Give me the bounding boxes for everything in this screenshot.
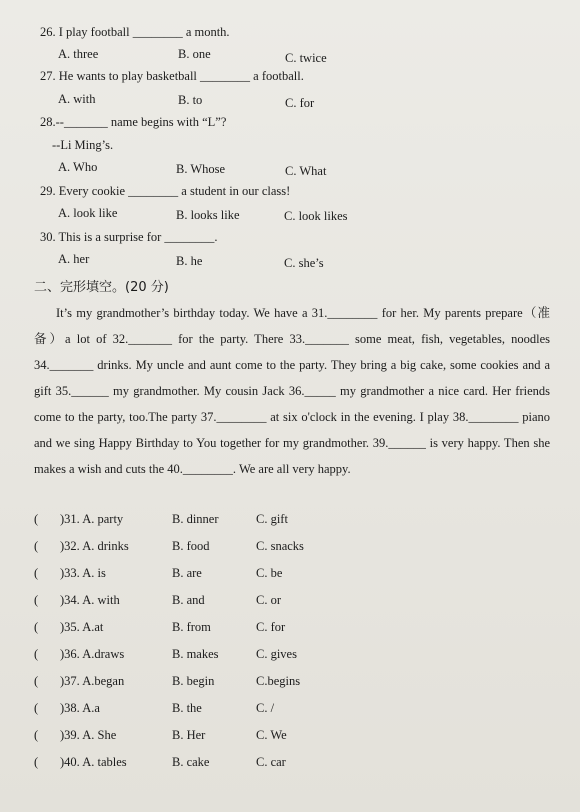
question-29-option-b: B. looks like xyxy=(176,208,240,222)
cloze-item-37: ( )37. A.began B. begin C.begins xyxy=(34,674,301,688)
question-28-stem: 28.--_______ name begins with “L”? xyxy=(40,115,227,129)
answer-bracket[interactable]: ( xyxy=(34,728,39,742)
answer-bracket[interactable]: ( xyxy=(34,566,39,580)
section-title-cloze: 二、完形填空。(20 分) xyxy=(34,280,169,295)
question-27-option-b: B. to xyxy=(178,93,203,107)
question-30-option-b: B. he xyxy=(176,254,203,268)
answer-bracket[interactable]: ( xyxy=(34,674,39,688)
answer-bracket[interactable]: ( xyxy=(34,593,39,607)
cloze-item-32: ( )32. A. drinks B. food C. snacks xyxy=(34,539,304,553)
question-27-option-a: A. with xyxy=(58,92,96,106)
question-27-stem: 27. He wants to play basketball ________ a football. xyxy=(40,69,304,83)
question-28-option-c: C. What xyxy=(285,164,327,178)
question-28-option-a: A. Who xyxy=(58,160,98,174)
question-28-option-b: B. Whose xyxy=(176,162,226,176)
question-26-stem: 26. I play football ________ a month. xyxy=(40,25,230,39)
question-26-option-a: A. three xyxy=(58,47,99,61)
question-29-option-c: C. look likes xyxy=(284,209,348,223)
question-28-answer-line: --Li Ming’s. xyxy=(52,138,114,152)
answer-bracket[interactable]: ( xyxy=(34,755,39,769)
question-30-option-c: C. she’s xyxy=(284,256,324,270)
answer-bracket[interactable]: ( xyxy=(34,620,39,634)
cloze-passage-text: It’s my grandmother’s birthday today. We have a 31.________ for her. My parents prepare（准备）a lot of 32._______ for the party. There 33._______ some meat, fish, vegetables, noodles 34._______ drinks. My uncle and aunt come to the party. They bring a big cake, some cookies and a gift 35.______ my grandmother. My cousin Jack 36._____ my grandmother a nice card. Her friends come to the party, too.The party 37.________ at six o'clock in the evening. I play 38.________ piano and we sing Happy Birthday to You together for my grandmother. 39.______ is very happy. Then she makes a wish and cuts the 40.________. We are all very happy. xyxy=(34,306,550,476)
question-26-option-b: B. one xyxy=(178,47,211,61)
cloze-item-35: ( )35. A.at B. from C. for xyxy=(34,620,286,634)
question-26-option-c: C. twice xyxy=(285,51,327,65)
cloze-item-33: ( )33. A. is B. are C. be xyxy=(34,566,283,580)
answer-bracket[interactable]: ( xyxy=(34,647,39,661)
answer-bracket[interactable]: ( xyxy=(34,539,39,553)
question-30-stem: 30. This is a surprise for ________. xyxy=(40,230,218,244)
cloze-item-40: ( )40. A. tables B. cake C. car xyxy=(34,755,286,769)
cloze-item-39: ( )39. A. She B. Her C. We xyxy=(34,728,287,742)
cloze-item-36: ( )36. A.draws B. makes C. gives xyxy=(34,647,297,661)
question-29-option-a: A. look like xyxy=(58,206,118,220)
question-29-stem: 29. Every cookie ________ a student in our class! xyxy=(40,184,291,198)
answer-bracket[interactable]: ( xyxy=(34,512,39,526)
cloze-item-34: ( )34. A. with B. and C. or xyxy=(34,593,281,607)
cloze-item-31: ( )31. A. party B. dinner C. gift xyxy=(34,512,288,526)
answer-bracket[interactable]: ( xyxy=(34,701,39,715)
question-27-option-c: C. for xyxy=(285,96,315,110)
cloze-passage xyxy=(34,300,550,482)
question-30-option-a: A. her xyxy=(58,252,90,266)
cloze-item-38: ( )38. A.a B. the C. / xyxy=(34,701,275,715)
